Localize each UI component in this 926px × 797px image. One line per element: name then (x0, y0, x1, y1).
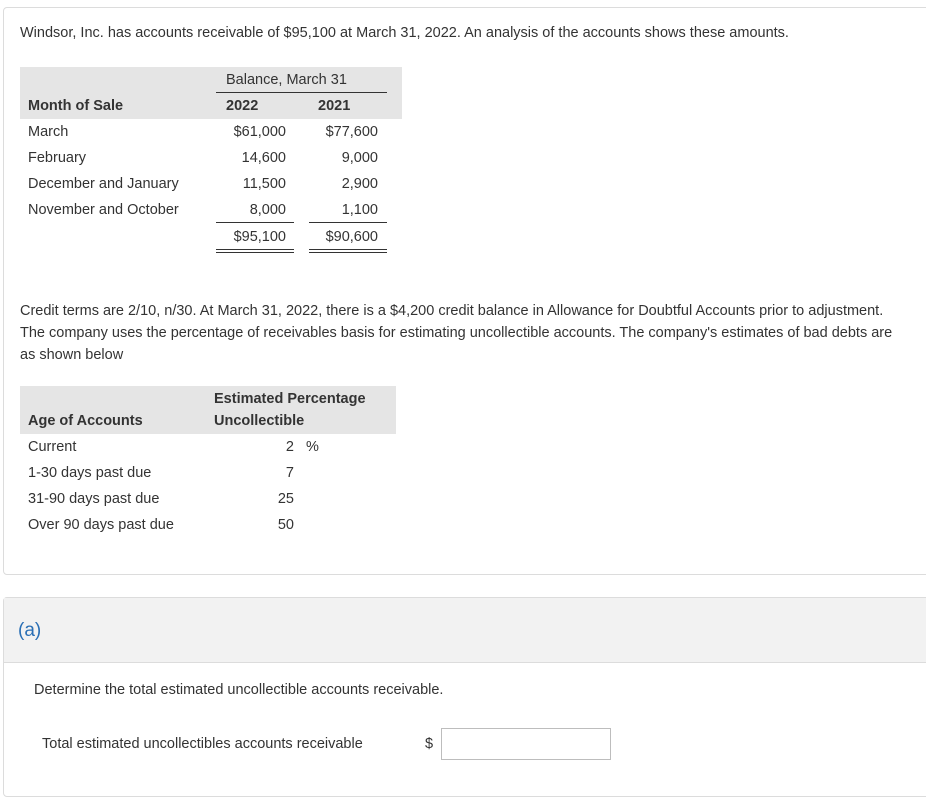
part-a-header (4, 598, 926, 663)
credit-terms-paragraph: Credit terms are 2/10, n/30. At March 31, 2022, there is a $4,200 credit balance in Allowance for Doubtful Accounts prior to adjustment. The company uses the percentage of receivables basis for estimating uncollectible accounts. The company's estimates of bad debts are as shown below (20, 303, 893, 363)
table2-row-pct: 25 (277, 491, 294, 507)
table1-col-2021: 2021 (318, 98, 351, 114)
answer-label: Total estimated uncollectibles accounts receivable (42, 736, 363, 752)
intro-text: Windsor, Inc. has accounts receivable of $95,100 at March 31, 2022. An analysis of the accounts shows these amounts. (20, 25, 789, 41)
table1-row-2022: $61,000 (233, 124, 286, 140)
table2-pct-header-line2: Uncollectible (214, 413, 305, 429)
table2-row-pct: 7 (285, 465, 294, 481)
table1-row-month: February (28, 150, 87, 166)
total-double-underline-2021-b (309, 252, 387, 253)
total-double-underline-2022-b (216, 252, 294, 253)
table2-row-pct: 50 (277, 517, 294, 533)
table1-row-2021: 1,100 (341, 202, 378, 218)
part-label: (a) (18, 620, 42, 641)
table2-percent-sign: % (306, 439, 319, 455)
table1-total-2022: $95,100 (233, 229, 286, 245)
table1-row-2022: 11,500 (242, 176, 286, 192)
table1-row-2022: 14,600 (241, 150, 286, 166)
part-a-question: Determine the total estimated uncollectible accounts receivable. (34, 682, 444, 698)
total-double-underline-2022-a (216, 249, 294, 250)
table1-group-underline (216, 92, 387, 93)
table2-row-age: 1-30 days past due (28, 465, 152, 481)
table1-row-month: December and January (28, 176, 179, 192)
subtotal-underline-2022 (216, 222, 294, 223)
table2-row-age: 31-90 days past due (28, 491, 160, 507)
table2-row-age: Current (28, 439, 77, 455)
problem-card (3, 7, 926, 575)
table1-row-2021: $77,600 (325, 124, 378, 140)
table2-age-header: Age of Accounts (28, 413, 143, 429)
table1-row-month: March (28, 124, 69, 140)
table1-row-2021: 2,900 (341, 176, 378, 192)
total-uncollectibles-input[interactable] (441, 728, 611, 760)
table1-total-2021: $90,600 (325, 229, 378, 245)
table2-pct-header-line1: Estimated Percentage (214, 391, 366, 407)
subtotal-underline-2021 (309, 222, 387, 223)
table1-group-header: Balance, March 31 (226, 72, 347, 88)
table1-col-2022: 2022 (226, 98, 259, 114)
table1-row-2021: 9,000 (341, 150, 378, 166)
part-a-card (3, 597, 926, 797)
table1-row-month: November and October (28, 202, 179, 218)
table1-row-2022: 8,000 (249, 202, 286, 218)
table2-row-pct: 2 (285, 439, 294, 455)
total-double-underline-2021-a (309, 249, 387, 250)
table1-month-header: Month of Sale (28, 98, 124, 114)
currency-symbol: $ (425, 736, 434, 752)
table2-row-age: Over 90 days past due (28, 517, 174, 533)
